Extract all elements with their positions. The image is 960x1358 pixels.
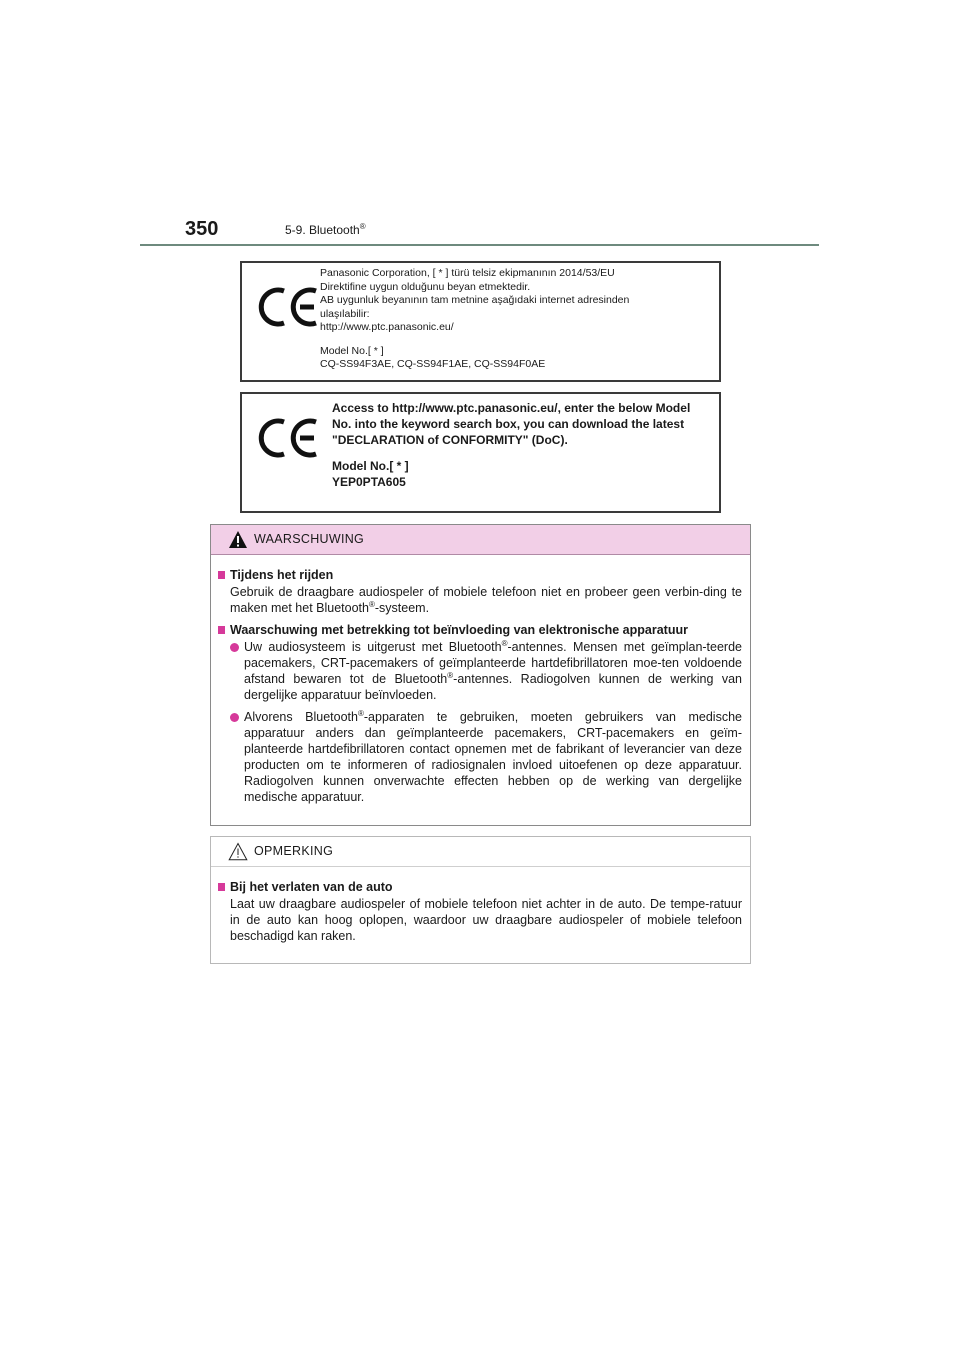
registered-mark: ®: [368, 600, 375, 609]
warning-icon: [228, 530, 248, 549]
ce-line: YEP0PTA605: [332, 475, 406, 489]
ce-line: AB uygunluk beyanının tam metnine aşağıdaki internet adresinden: [320, 294, 630, 306]
warning-box: [210, 524, 751, 826]
round-bullet-icon: [230, 713, 239, 722]
warning-item-heading: [215, 567, 742, 583]
ce-label-turkish: [240, 261, 721, 382]
registered-mark: ®: [447, 671, 454, 680]
section-title-text: 5-9. Bluetooth: [285, 223, 360, 237]
ce-line: "DECLARATION of CONFORMITY" (DoC).: [332, 433, 568, 447]
note-item-text: Laat uw draagbare audiospeler of mobiele telefoon niet achter in de auto. De tempe-ratuur in de auto kan hoog oplopen, waardoor uw draagbare audiospeler of mobiele telefoon beschadigd kan raken.: [230, 897, 742, 943]
ce-line: CQ-SS94F3AE, CQ-SS94F1AE, CQ-SS94F0AE: [320, 358, 546, 370]
text-fragment: -systeem.: [374, 601, 430, 615]
note-box: [210, 836, 751, 964]
ce-line-gap: [320, 335, 629, 345]
ce-label-text: [332, 400, 690, 490]
warning-header: [211, 525, 750, 555]
ce-line: Model No.[ * ]: [332, 459, 409, 473]
note-title: OPMERKING: [254, 844, 334, 858]
ce-line: No. into the keyword search box, you can download the latest: [332, 417, 685, 431]
caution-outline-icon: [228, 842, 248, 861]
text-fragment: -apparaten te gebruiken, moeten gebruikers van medische apparatuur anders dan geïmplanteerde pacemakers, CRT-pacemakers en geïm-planteerde hartdefibrillatoren contact opnemen met de fabrikant of leverancier van deze producten om te informeren of radiosignalen invloed uitoefenen op deze apparatuur. Radiogolven kunnen onverwachte effecten hebben op de werking van dergelijke medische apparatuur.: [244, 710, 742, 804]
warning-title: WAARSCHUWING: [254, 532, 365, 546]
text-fragment: Gebruik de draagbare audiospeler of mobiele telefoon niet en probeer geen verbin-ding te maken met het Bluetooth: [230, 585, 742, 615]
registered-mark: ®: [357, 709, 364, 718]
warning-bullet: [215, 639, 742, 703]
ce-line: ulaşılabilir:: [320, 307, 370, 320]
ce-line-gap: [332, 448, 690, 458]
square-bullet-icon: [218, 626, 225, 634]
ce-line: Direktifine uygun olduğunu beyan etmektedir.: [320, 280, 531, 293]
warning-item-text: [215, 584, 742, 616]
square-bullet-icon: [218, 571, 225, 579]
note-item-heading: [215, 879, 742, 895]
note-header: [211, 837, 750, 867]
note-item-title: Bij het verlaten van de auto: [230, 880, 393, 894]
ce-line: http://www.ptc.panasonic.eu/: [320, 321, 454, 333]
ce-label-text: [320, 267, 629, 372]
ce-line: Panasonic Corporation, [ * ] türü telsiz ekipmanının 2014/53/EU: [320, 267, 615, 279]
text-fragment: Alvorens Bluetooth: [244, 710, 358, 724]
ce-line: Access to http://www.ptc.panasonic.eu/, enter the below Model: [332, 401, 691, 415]
ce-label-english: [240, 392, 721, 513]
section-title: [285, 222, 366, 237]
text-fragment: -antennes. Radiogolven kunnen de werking van dergelijke apparatuur beïnvloeden.: [244, 672, 742, 702]
registered-mark: ®: [359, 222, 366, 231]
warning-item-title: Waarschuwing met betrekking tot beïnvloeding van elektronische apparatuur: [230, 623, 688, 637]
round-bullet-icon: [230, 643, 239, 652]
ce-mark-icon: [256, 283, 322, 331]
warning-item-heading: [215, 622, 742, 638]
square-bullet-icon: [218, 883, 225, 891]
ce-mark-icon: [256, 414, 322, 462]
header-rule: [140, 244, 819, 246]
text-fragment: Uw audiosysteem is uitgerust met Bluetooth: [244, 640, 502, 654]
warning-item-title: Tijdens het rijden: [230, 568, 334, 582]
note-body: [211, 867, 750, 944]
warning-bullet: [215, 709, 742, 805]
page-number: 350: [185, 218, 219, 240]
ce-line: Model No.[ * ]: [320, 344, 384, 357]
warning-body: [211, 555, 750, 805]
text-fragment: -antennes. Mensen met geïmplan-teerde pacemakers, CRT-pacemakers of geïmplanteerde hartdefibrillatoren moe-ten voldoende afstand bewaren tot de Bluetooth: [244, 640, 742, 686]
registered-mark: ®: [501, 639, 508, 648]
